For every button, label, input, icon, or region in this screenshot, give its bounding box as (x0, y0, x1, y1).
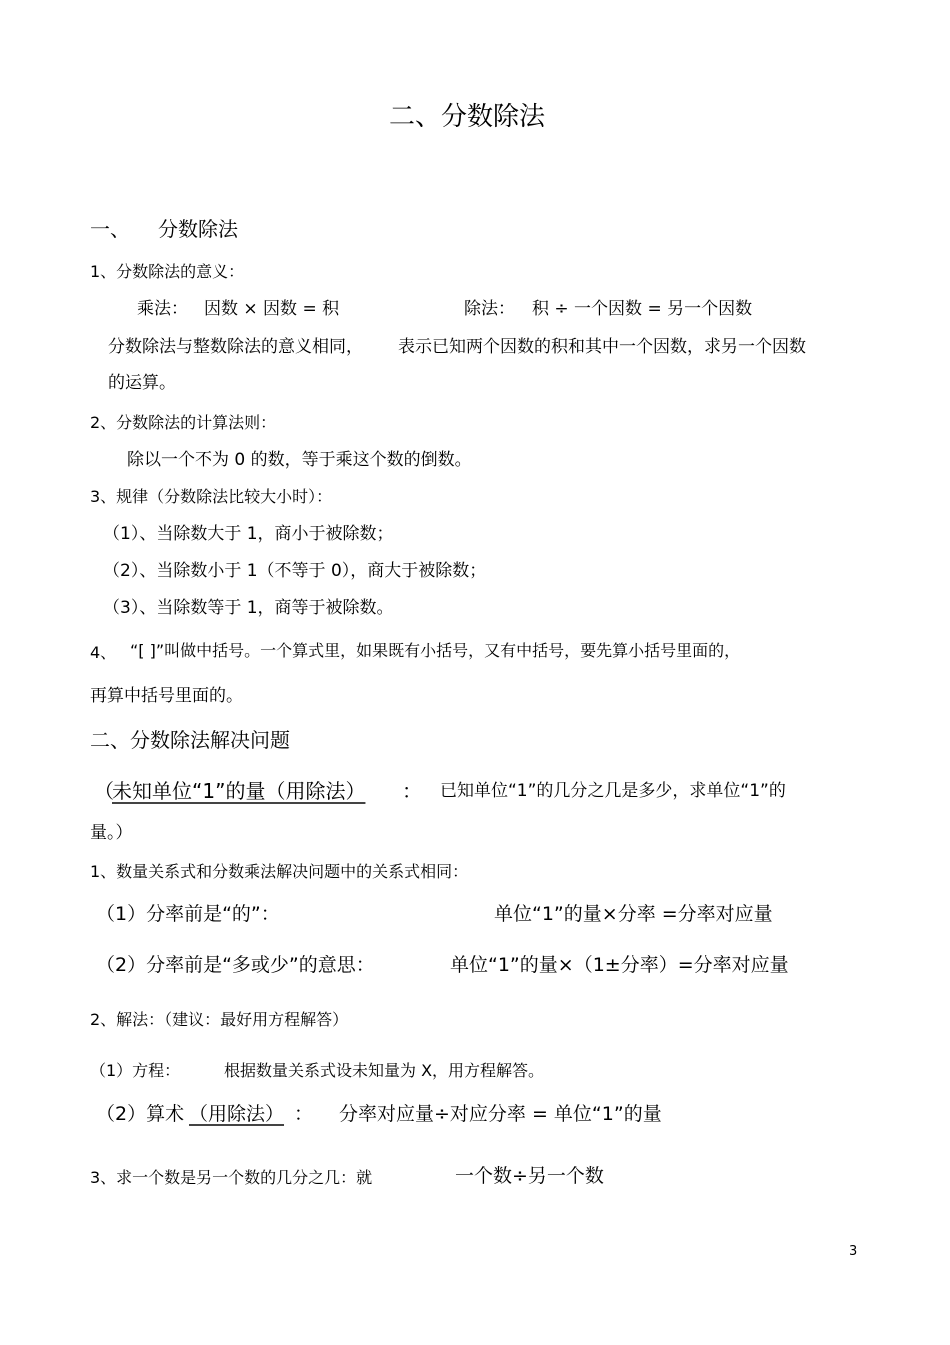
meaning-text-end: 的运算。 (108, 373, 176, 393)
fraction-of-title: 3、求一个数是另一个数的几分之几：就 (90, 1168, 373, 1187)
rule-title: 2、分数除法的计算法则： (90, 413, 277, 432)
law-title: 3、规律（分数除法比较大小时）： (90, 487, 333, 506)
unknown-unit-desc: 已知单位“1”的几分之几是多少，求单位“1”的 (440, 781, 786, 801)
rule-text: 除以一个不为 0 的数，等于乘这个数的倒数。 (127, 450, 472, 470)
unknown-unit-open: （ (94, 779, 114, 803)
meaning-text-b: 表示已知两个因数的积和其中一个因数，求另一个因数 (398, 337, 806, 357)
page-number: 3 (849, 1244, 858, 1259)
method-2-label: （2）算术 (96, 1103, 185, 1125)
case-1-label: （1）分率前是“的”： (96, 903, 280, 925)
page-title: 二、分数除法 (389, 102, 546, 132)
method-1-label: （1）方程： (90, 1061, 181, 1080)
div-formula: 积 ÷ 一个因数 = 另一个因数 (532, 299, 753, 319)
case-2-label: （2）分率前是“多或少”的意思： (96, 954, 375, 976)
relation-title: 1、数量关系式和分数乘法解决问题中的关系式相同： (90, 862, 469, 881)
unknown-unit-heading: 未知单位“1”的量（用除法） (112, 779, 366, 803)
mult-formula: 因数 × 因数 = 积 (204, 299, 340, 319)
bracket-text: “[ ]”叫做中括号。一个算式里，如果既有小括号，又有中括号，要先算小括号里面的， (130, 641, 741, 660)
section-1-heading: 分数除法 (158, 217, 238, 241)
method-2-formula: 分率对应量÷对应分率 = 单位“1”的量 (339, 1103, 662, 1125)
fraction-of-formula: 一个数÷另一个数 (455, 1165, 604, 1187)
section-2-heading: 二、分数除法解决问题 (90, 728, 290, 752)
bracket-text-end: 再算中括号里面的。 (90, 686, 243, 706)
method-1-text: 根据数量关系式设未知量为 X，用方程解答。 (224, 1061, 545, 1080)
case-1-formula: 单位“1”的量×分率 =分率对应量 (494, 903, 773, 925)
law-1: （1）、当除数大于 1，商小于被除数； (103, 524, 394, 544)
bracket-number: 4、 (90, 643, 117, 662)
mult-label: 乘法： (137, 299, 188, 319)
law-3: （3）、当除数等于 1，商等于被除数。 (103, 598, 394, 618)
method-2-underlined: （用除法） (189, 1103, 285, 1125)
law-2: （2）、当除数小于 1（不等于 0），商大于被除数； (103, 561, 487, 581)
case-2-formula: 单位“1”的量×（1±分率）=分率对应量 (450, 954, 789, 976)
method-title: 2、解法：（建议：最好用方程解答） (90, 1010, 349, 1029)
unknown-unit-colon: ： (402, 779, 422, 803)
div-label: 除法： (464, 299, 515, 319)
method-2-colon: ： (294, 1103, 314, 1125)
meaning-text-a: 分数除法与整数除法的意义相同， (108, 337, 363, 357)
section-1-number: 一、 (90, 217, 130, 241)
meaning-title: 1、分数除法的意义： (90, 262, 245, 281)
unknown-unit-desc-end: 量。） (90, 823, 133, 843)
